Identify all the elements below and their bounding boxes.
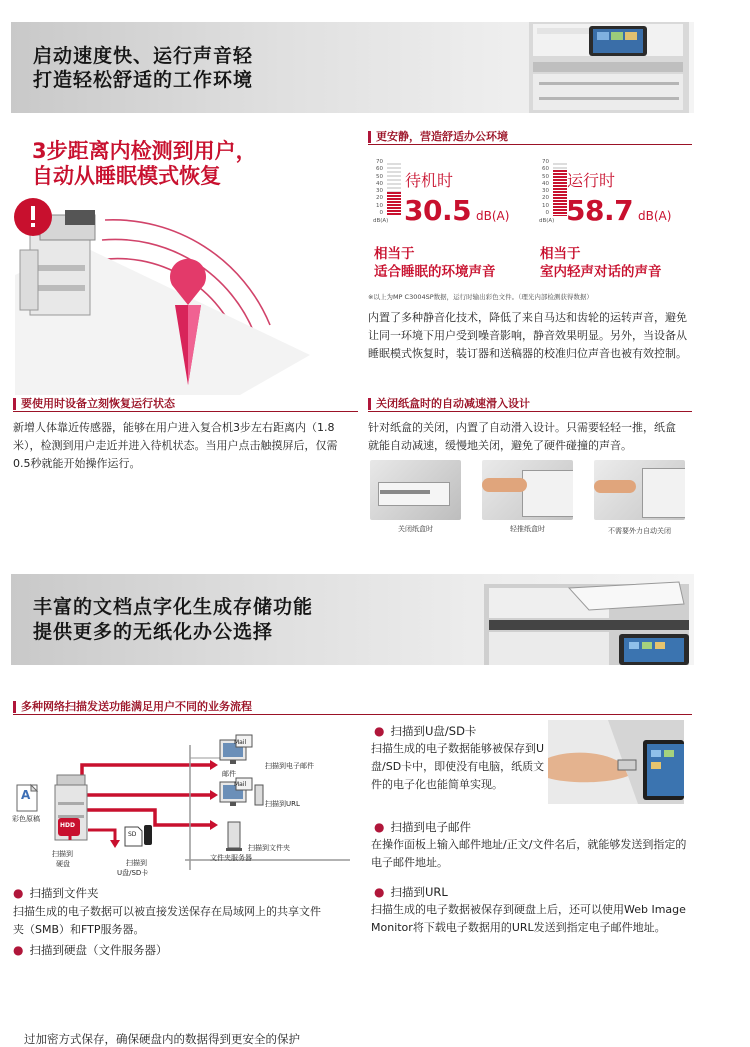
standby-desc-line2: 适合睡眠的环境声音 — [374, 264, 496, 280]
scan-usb-title — [374, 724, 476, 739]
running-desc-line2: 室内轻声对话的声音 — [540, 264, 662, 280]
bullet-dot: ● — [374, 724, 385, 738]
scan-url-text: 扫描生成的电子数据被保存到硬盘上后，还可以使用Web Image Monitor将下载电子数据用的URL发送到指定电子邮件地址。 — [371, 903, 686, 934]
drawer-text: 针对纸盒的关闭，内置了自动滑入设计。只需要轻轻一推，纸盒就能自动减速，缓慢地关闭，避免了硬件碰撞的声音。 — [368, 421, 676, 452]
drawer-photo-1 — [370, 460, 461, 520]
sensor-illustration — [10, 195, 355, 395]
standby-desc-line1: 相当于 — [374, 246, 415, 262]
quiet-text: 内置了多种静音化技术，降低了来自马达和齿轮的运转声音，避免让同一环境下用户受到噪音影响，静音效果明显。另外，当设备从睡眠模式恢复时，装订器和送稿器的校准归位声音也被有效控制。 — [368, 311, 687, 360]
banner-scan — [11, 574, 694, 665]
scan-email-title-text: 扫描到电子邮件 — [390, 820, 471, 834]
bullet-dot: ● — [374, 820, 385, 834]
tick: 40 — [542, 180, 549, 187]
sd-icon: SD — [128, 831, 137, 838]
bullet-dot: ● — [13, 943, 24, 957]
mail-icon: Mail — [234, 739, 247, 746]
drawer-caption-2: 轻推纸盒时 — [510, 525, 545, 533]
scan-usb-text: 扫描生成的电子数据能够被保存到U盘/SD卡中，即使没有电脑，纸质文件的电子化也能简单实现。 — [371, 742, 545, 791]
scan-usb-title-text: 扫描到U盘/SD卡 — [390, 724, 477, 738]
drawer-photo-2 — [482, 460, 573, 520]
scan-folder-title-text: 扫描到文件夹 — [29, 886, 99, 900]
hdd-icon: HDD — [60, 822, 75, 829]
running-value: 58.7 — [566, 194, 634, 227]
banner2-title-line2: 提供更多的无纸化办公选择 — [33, 621, 274, 643]
tick: 70 — [376, 159, 383, 165]
scan-email-text: 在操作面板上输入邮件地址/正文/文件名后，就能够发送到指定的电子邮件地址。 — [371, 838, 687, 869]
tick: 30 — [376, 188, 383, 195]
tick: 10 — [542, 202, 549, 209]
scan-url-title-text: 扫描到URL — [390, 885, 448, 899]
running-label: 运行时 — [567, 171, 616, 190]
tick: 40 — [376, 180, 383, 187]
diagram-url-target: 扫描到URL — [265, 800, 300, 808]
usb-photo — [548, 720, 684, 804]
bullet-dot: ● — [374, 885, 385, 899]
standby-ticks — [373, 159, 383, 217]
diagram-hdd-line2: 硬盘 — [56, 860, 70, 868]
tick: 60 — [542, 166, 549, 173]
tick: 30 — [542, 188, 549, 195]
standby-value: 30.5 — [404, 194, 472, 227]
tick: 50 — [376, 173, 383, 180]
running-desc-line1: 相当于 — [540, 246, 581, 262]
diagram-email-target: 扫描到电子邮件 — [265, 762, 314, 770]
a-icon: A — [21, 788, 31, 802]
bottom-text: 过加密方式保存，确保硬盘内的数据得到更安全的保护 — [24, 1032, 300, 1046]
tick: 70 — [542, 159, 549, 165]
scan-folder-text: 扫描生成的电子数据可以被直接发送保存在局域网上的共享文件夹（SMB）和FTP服务器。 — [13, 905, 321, 936]
drawer-heading: 关闭纸盒时的自动减速滑入设计 — [368, 397, 692, 412]
running-ticks — [539, 159, 549, 217]
drawer-caption-3: 不需要外力自动关闭 — [608, 527, 671, 535]
quiet-footnote: ※以上为MP C3004SP数据，运行时输出彩色文件。（理光内部检测获得数据） — [368, 293, 593, 301]
standby-tick-unit: dB(A) — [373, 218, 389, 224]
running-tick-unit: dB(A) — [539, 218, 555, 224]
bullet-dot: ● — [13, 886, 24, 900]
detect-title-line1: 3步距离内检测到用户， — [32, 139, 257, 163]
diagram-sd-line2: U盘/SD卡 — [117, 869, 149, 877]
quiet-heading: 更安静，营造舒适办公环境 — [368, 130, 692, 145]
wake-heading: 要使用时设备立刻恢复运行状态 — [13, 397, 358, 412]
banner2-title-line1: 丰富的文档点字化生成存储功能 — [33, 596, 314, 618]
scan-folder-title — [13, 886, 98, 901]
tick: 50 — [542, 173, 549, 180]
standby-unit: dB(A) — [476, 209, 510, 223]
printer-image — [519, 22, 694, 113]
diagram-mail-label: 邮件 — [222, 770, 236, 778]
standby-meter-fill — [387, 192, 401, 216]
tick: 0 — [379, 210, 383, 217]
banner-title-line1: 启动速度快、运行声音轻 — [33, 45, 254, 67]
diagram-original: 彩色原稿 — [12, 815, 40, 823]
wake-text: 新增人体靠近传感器，能够在用户进入复合机3步左右距离内（1.8米），检测到用户走近并进入待机状态。当用户点击触摸屏后，仅需0.5秒就能开始操作运行。 — [13, 421, 338, 470]
banner-top — [11, 22, 694, 113]
banner-title-line2: 打造轻松舒适的工作环境 — [33, 69, 254, 91]
drawer-photo-3 — [594, 460, 685, 520]
scan-url-title — [374, 885, 448, 900]
mail-icon-2: Mail — [234, 781, 247, 788]
diagram-folder-target: 扫描到文件夹 — [248, 844, 290, 852]
tick: 20 — [376, 195, 383, 202]
tick: 0 — [545, 210, 549, 217]
running-meter-fill — [553, 170, 567, 216]
detect-title-line2: 自动从睡眠模式恢复 — [32, 164, 221, 188]
scan-hdd-title — [13, 943, 167, 958]
diagram-file-server: 文件夹服务器 — [210, 854, 252, 862]
scan-heading: 多种网络扫描发送功能满足用户不同的业务流程 — [13, 700, 692, 715]
scan-email-title — [374, 820, 471, 835]
diagram-hdd-line1: 扫描到 — [52, 850, 73, 858]
diagram-sd-line1: 扫描到 — [126, 859, 147, 867]
standby-label: 待机时 — [405, 171, 454, 190]
tick: 20 — [542, 195, 549, 202]
tick: 10 — [376, 202, 383, 209]
tick: 60 — [376, 166, 383, 173]
scan-hdd-title-text: 扫描到硬盘（文件服务器） — [29, 943, 168, 957]
printer-image-2 — [479, 574, 694, 665]
running-unit: dB(A) — [638, 209, 672, 223]
drawer-caption-1: 关闭纸盒时 — [398, 525, 433, 533]
